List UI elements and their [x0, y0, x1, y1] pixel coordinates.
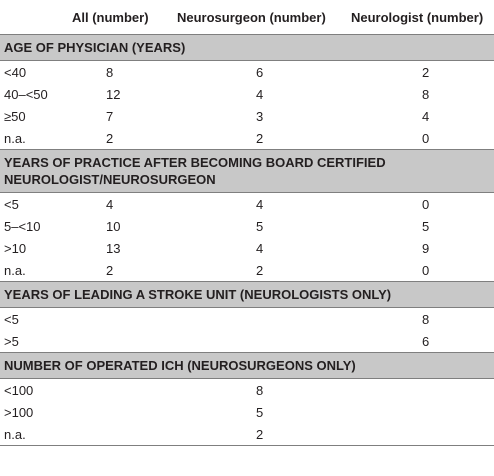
cell-neurologist: 5 — [422, 218, 430, 234]
row-label: 5–<10 — [4, 218, 41, 234]
row-label: n.a. — [4, 262, 26, 278]
cell-neurologist: 6 — [422, 333, 430, 349]
cell-all: 4 — [106, 196, 114, 212]
row-label: <100 — [4, 382, 34, 398]
table-row — [0, 61, 494, 84]
row-label: <40 — [4, 64, 27, 80]
table-row — [0, 401, 494, 423]
table-row — [0, 193, 494, 216]
section-header-row — [0, 353, 494, 379]
section-header-row — [0, 35, 494, 61]
cell-neurologist: 4 — [422, 108, 430, 124]
cell-neurosurgeon: 5 — [256, 404, 264, 420]
cell-neurologist: 0 — [422, 262, 430, 278]
cell-neurosurgeon: 5 — [256, 218, 264, 234]
section-title: YEARS OF LEADING A STROKE UNIT (NEUROLOGISTS ONLY) — [0, 282, 494, 308]
cell-neurosurgeon: 2 — [171, 423, 346, 446]
row-label: >10 — [4, 240, 27, 256]
cell-neurosurgeon: 4 — [256, 240, 264, 256]
section-header-row — [0, 282, 494, 308]
cell-neurologist: 9 — [422, 240, 430, 256]
cell-neurosurgeon — [171, 308, 346, 331]
cell-neurologist — [346, 379, 494, 402]
section-header-row — [0, 150, 494, 193]
table-header — [0, 0, 494, 35]
header-neurosurgeon: Neurosurgeon (number) — [171, 0, 346, 35]
row-label: n.a. — [4, 130, 26, 146]
table-row — [0, 127, 494, 150]
cell-neurosurgeon: 3 — [256, 108, 264, 124]
header-row — [0, 0, 494, 35]
cell-neurologist — [346, 401, 494, 423]
table-row — [0, 83, 494, 105]
cell-neurosurgeon: 2 — [256, 262, 264, 278]
cell-neurosurgeon: 4 — [256, 86, 264, 102]
cell-neurologist: 8 — [422, 86, 430, 102]
section-title: NUMBER OF OPERATED ICH (NEUROSURGEONS ONLY) — [0, 353, 494, 379]
header-all: All (number) — [66, 0, 171, 35]
row-label: <5 — [4, 196, 19, 212]
table-row — [0, 308, 494, 331]
cell-neurosurgeon: 4 — [256, 196, 264, 212]
row-label: n.a. — [0, 423, 66, 446]
cell-neurologist — [346, 423, 494, 446]
table-row — [0, 379, 494, 402]
row-label: ≥50 — [4, 108, 26, 124]
cell-neurosurgeon — [171, 330, 346, 353]
row-label: <5 — [4, 311, 19, 327]
section-title: AGE OF PHYSICIAN (YEARS) — [0, 35, 494, 61]
cell-all — [66, 330, 171, 353]
cell-neurosurgeon: 8 — [256, 382, 264, 398]
cell-neurologist: 8 — [422, 311, 430, 327]
cell-neurosurgeon: 2 — [256, 130, 264, 146]
table-row — [0, 423, 494, 446]
table-row — [0, 215, 494, 237]
cell-all: 10 — [106, 218, 121, 234]
header-label-col — [0, 0, 66, 35]
cell-all: 7 — [106, 108, 114, 124]
row-label: 40–<50 — [4, 86, 48, 102]
cell-all: 2 — [106, 130, 114, 146]
cell-neurologist: 0 — [422, 196, 430, 212]
table-row — [0, 330, 494, 353]
cell-all — [66, 308, 171, 331]
table-body — [0, 35, 494, 446]
table-row — [0, 105, 494, 127]
table-row — [0, 259, 494, 282]
cell-all: 13 — [106, 240, 121, 256]
cell-all: 2 — [106, 262, 114, 278]
cell-all: 12 — [106, 86, 121, 102]
table-row — [0, 237, 494, 259]
section-title: YEARS OF PRACTICE AFTER BECOMING BOARD CERTIFIED NEUROLOGIST/NEUROSURGEON — [0, 150, 494, 193]
row-label: >100 — [4, 404, 34, 420]
cell-all: 8 — [106, 64, 114, 80]
cell-all — [66, 379, 171, 402]
cell-all — [66, 423, 171, 446]
header-neurologist: Neurologist (number) — [346, 0, 494, 35]
cell-all — [66, 401, 171, 423]
row-label: >5 — [4, 333, 19, 349]
cell-neurosurgeon: 6 — [256, 64, 264, 80]
cell-neurologist: 0 — [422, 130, 430, 146]
cell-neurologist: 2 — [422, 64, 430, 80]
